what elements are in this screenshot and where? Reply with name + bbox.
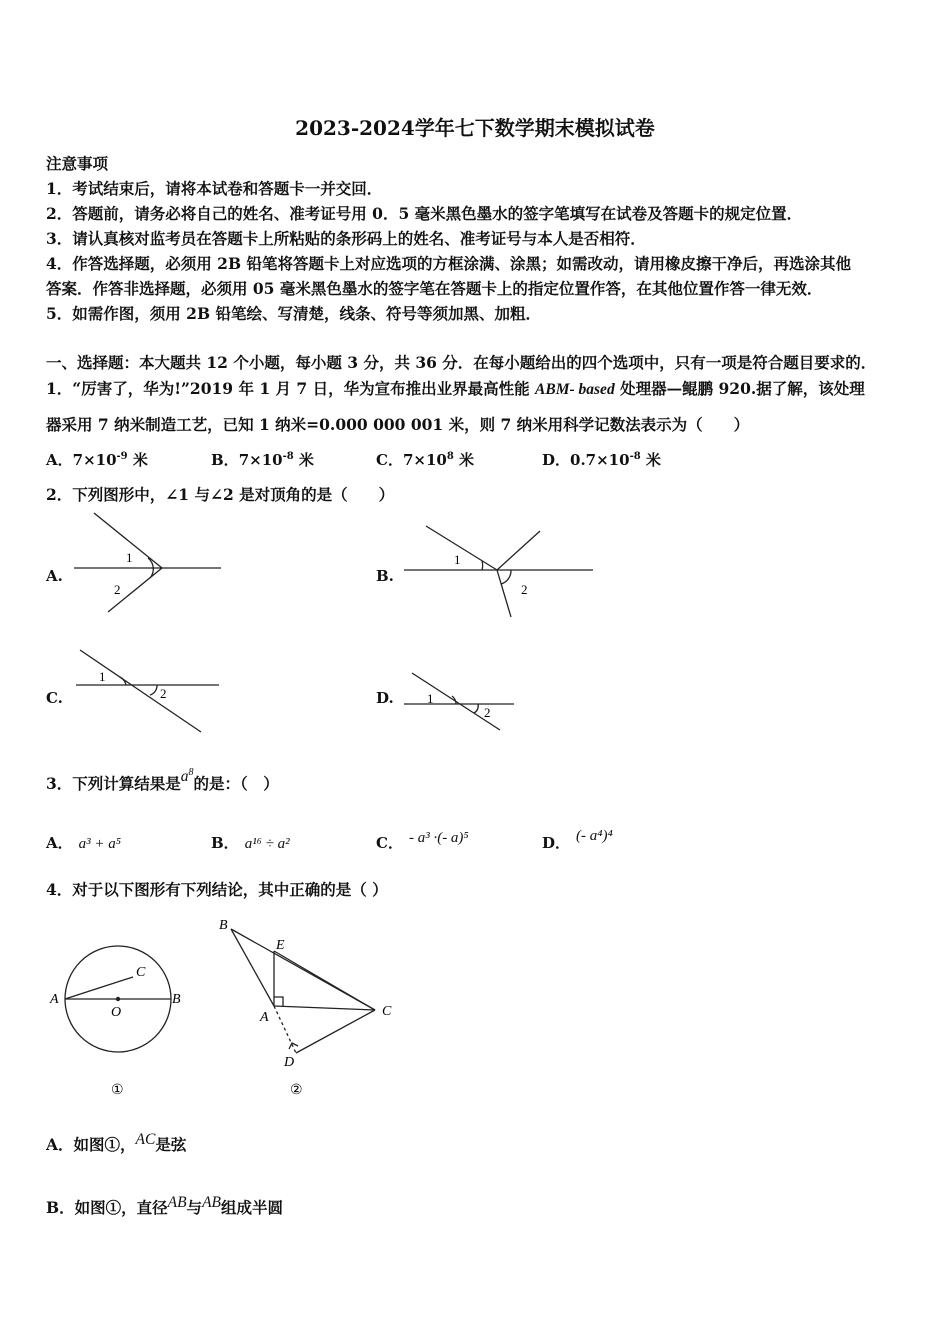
question-1-line-2: 器采用 7 纳米制造工艺，已知 1 纳米=0.000 000 001 米，则 7 纳米用科学记数法表示为（ ） (46, 415, 750, 434)
q2-b-angle-1: 1 (454, 552, 461, 567)
notice-heading: 注意事项 (46, 154, 109, 173)
q4-f2-label-d: D (284, 1055, 295, 1070)
notice-item: 1．考试结束后，请将本试卷和答题卡一并交回． (46, 179, 383, 198)
q3-option-d: D． (- a⁴)⁴ (542, 828, 613, 852)
q3-option-a: A． a³ + a⁵ (46, 834, 121, 852)
q2-d-angle-2: 2 (484, 705, 491, 720)
q4-f2-label-e: E (276, 938, 285, 953)
q2-figure-b (404, 526, 593, 617)
q3-option-c: C． - a³ ·(- a)⁵ (376, 830, 469, 852)
q2-c-angle-2: 2 (160, 686, 167, 701)
q2-figure-c (76, 650, 219, 732)
q1-option-d: D．$0.7\times 10^{-8}$ 米 (542, 451, 661, 469)
q4-f2-caption: ② (290, 1083, 303, 1098)
q4-f1-label-c: C (136, 965, 146, 980)
q2-a-angle-2: 2 (114, 582, 121, 597)
q1-text-post: 处理器—鲲鹏 920.据了解，该处理 (620, 379, 865, 398)
q1-option-a: A．$7\times 10^{-9}$ 米 (46, 451, 148, 469)
q4-center-dot (116, 997, 120, 1001)
q1-option-c: C．$7\times 10^8$ 米 (376, 451, 475, 469)
q2-c-angle-1: 1 (99, 669, 106, 684)
notice-item: 3．请认真核对监考员在答题卡上所粘贴的条形码上的姓名、准考证号与本人是否相符． (46, 229, 646, 248)
q4-figure-2 (231, 929, 375, 1053)
q4-f1-label-o: O (111, 1005, 122, 1020)
notice-item: 4．作答选择题，必须用 2B 铅笔将答题卡上对应选项的方框涂满、涂黑；如需改动，请用橡皮擦干净后，再选涂其他 (46, 254, 851, 273)
q2-a-angle-1: 1 (126, 550, 133, 565)
q2-option-a-label: A. (46, 567, 63, 585)
notice-item: 答案．作答非选择题，必须用 05 毫米黑色墨水的签字笔在答题卡上的指定位置作答，在其他位置作答一律无效． (46, 279, 823, 298)
q4-f2-label-a: A (260, 1010, 269, 1025)
question-2-stem: 2．下列图形中，∠1 与∠2 是对顶角的是（ ） (46, 485, 395, 504)
q4-f1-label-a: A (50, 992, 59, 1007)
page-title: 2023-2024学年七下数学期末模拟试卷 (295, 116, 655, 140)
q2-option-d-label: D. (376, 689, 394, 707)
section-heading: 一、选择题：本大题共 12 个小题，每小题 3 分，共 36 分．在每小题给出的四个选项中，只有一项是符合题目要求的． (46, 353, 877, 372)
q4-f1-caption: ① (111, 1083, 124, 1098)
q3-option-b: B． a¹⁶ ÷ a² (211, 834, 290, 852)
q2-d-angle-1: 1 (427, 691, 434, 706)
question-3-stem: 3．下列计算结果是$a^8$的是：（ ） (46, 766, 279, 793)
q2-figure-d (404, 673, 514, 730)
q4-f2-label-b: B (219, 918, 228, 933)
q1-processor-name: ABM- based (535, 381, 615, 398)
q2-option-b-label: B. (376, 567, 394, 585)
q4-option-b: B．如图①，直径AB与AB组成半圆 (46, 1194, 284, 1217)
q1-text-pre: 1．“厉害了，华为!”2019 年 1 月 7 日，华为宣布推出业界最高性能 (46, 379, 530, 398)
q4-option-a: A．如图①，AC是弦 (46, 1131, 187, 1154)
notice-item: 2．答题前，请务必将自己的姓名、准考证号用 0．5 毫米黑色墨水的签字笔填写在试卷及答题卡的规定位置． (46, 204, 803, 223)
q2-b-angle-2: 2 (521, 582, 528, 597)
q1-option-b: B．$7\times 10^{-8}$ 米 (211, 451, 314, 469)
q4-f2-label-c: C (382, 1004, 392, 1019)
q2-option-c-label: C. (46, 689, 63, 707)
question-4-stem: 4．对于以下图形有下列结论，其中正确的是（ ） (46, 880, 388, 899)
q2-figure-a (74, 513, 221, 612)
q4-f1-label-b: B (172, 992, 181, 1007)
notice-item: 5．如需作图，须用 2B 铅笔绘、写清楚，线条、符号等须加黑、加粗． (46, 304, 541, 323)
